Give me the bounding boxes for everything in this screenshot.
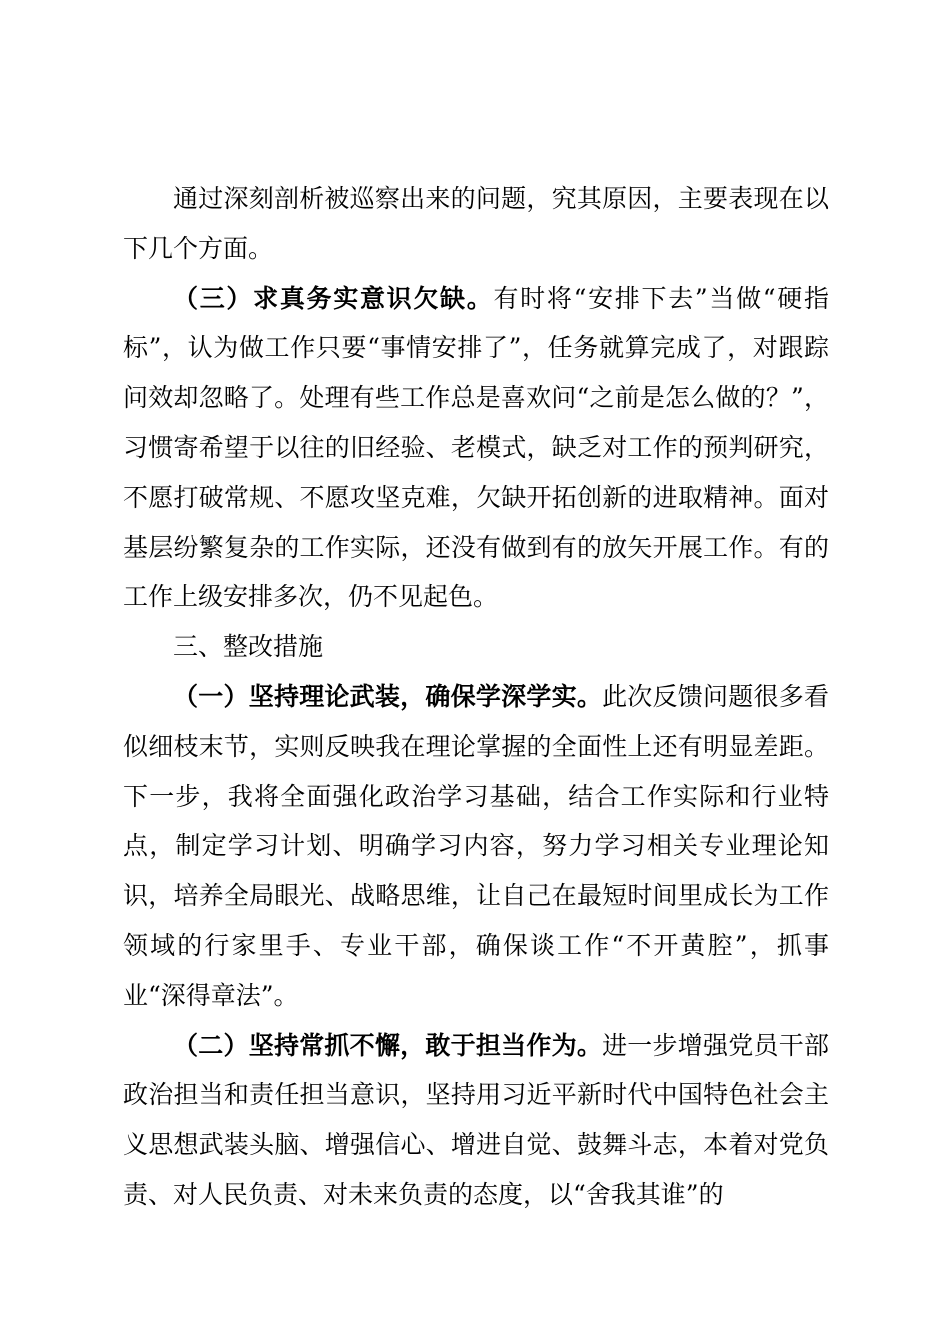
paragraph-text: 三、整改措施 [173, 632, 324, 662]
paragraph-measure-2 [123, 1021, 829, 1220]
paragraph-intro [123, 174, 829, 274]
paragraph-measure-1 [123, 672, 829, 1021]
paragraph-heading: （一）坚持理论武装，确保学深学实。 [173, 681, 603, 711]
paragraph-text: 有时将“安排下去”当做“硬指标”，认为做工作只要“事情安排了”，任务就算完成了，对跟踪问效却忽略了。处理有些工作总是喜欢问“之前是怎么做的？”，习惯寄希望于以往的旧经验、老模式，缺乏对工作的预判研究，不愿打破常规、不愿攻坚克难，欠缺开拓创新的进取精神。面对基层纷繁复杂的工作实际，还没有做到有的放矢开展工作。有的工作上级安排多次，仍不见起色。 [123, 283, 829, 612]
paragraph-text: 通过深刻剖析被巡察出来的问题，究其原因，主要表现在以下几个方面。 [123, 184, 829, 263]
section-heading-rectification [123, 622, 829, 672]
paragraph-section-3 [123, 274, 829, 623]
paragraph-heading: （三）求真务实意识欠缺。 [173, 283, 494, 313]
paragraph-text: 进一步增强党员干部政治担当和责任担当意识，坚持用习近平新时代中国特色社会主义思想武装头脑、增强信心、增进自觉、鼓舞斗志，本着对党负责、对人民负责、对未来负责的态度，以“舍我其谁”的 [123, 1030, 829, 1209]
document-body [123, 174, 829, 1220]
paragraph-text: 此次反馈问题很多看似细枝末节，实则反映我在理论掌握的全面性上还有明显差距。下一步，我将全面强化政治学习基础，结合工作实际和行业特点，制定学习计划、明确学习内容，努力学习相关专业理论知识，培养全局眼光、战略思维，让自己在最短时间里成长为工作领域的行家里手、专业干部，确保谈工作“不开黄腔”，抓事业“深得章法”。 [123, 681, 829, 1010]
paragraph-heading: （二）坚持常抓不懈，敢于担当作为。 [173, 1030, 603, 1060]
